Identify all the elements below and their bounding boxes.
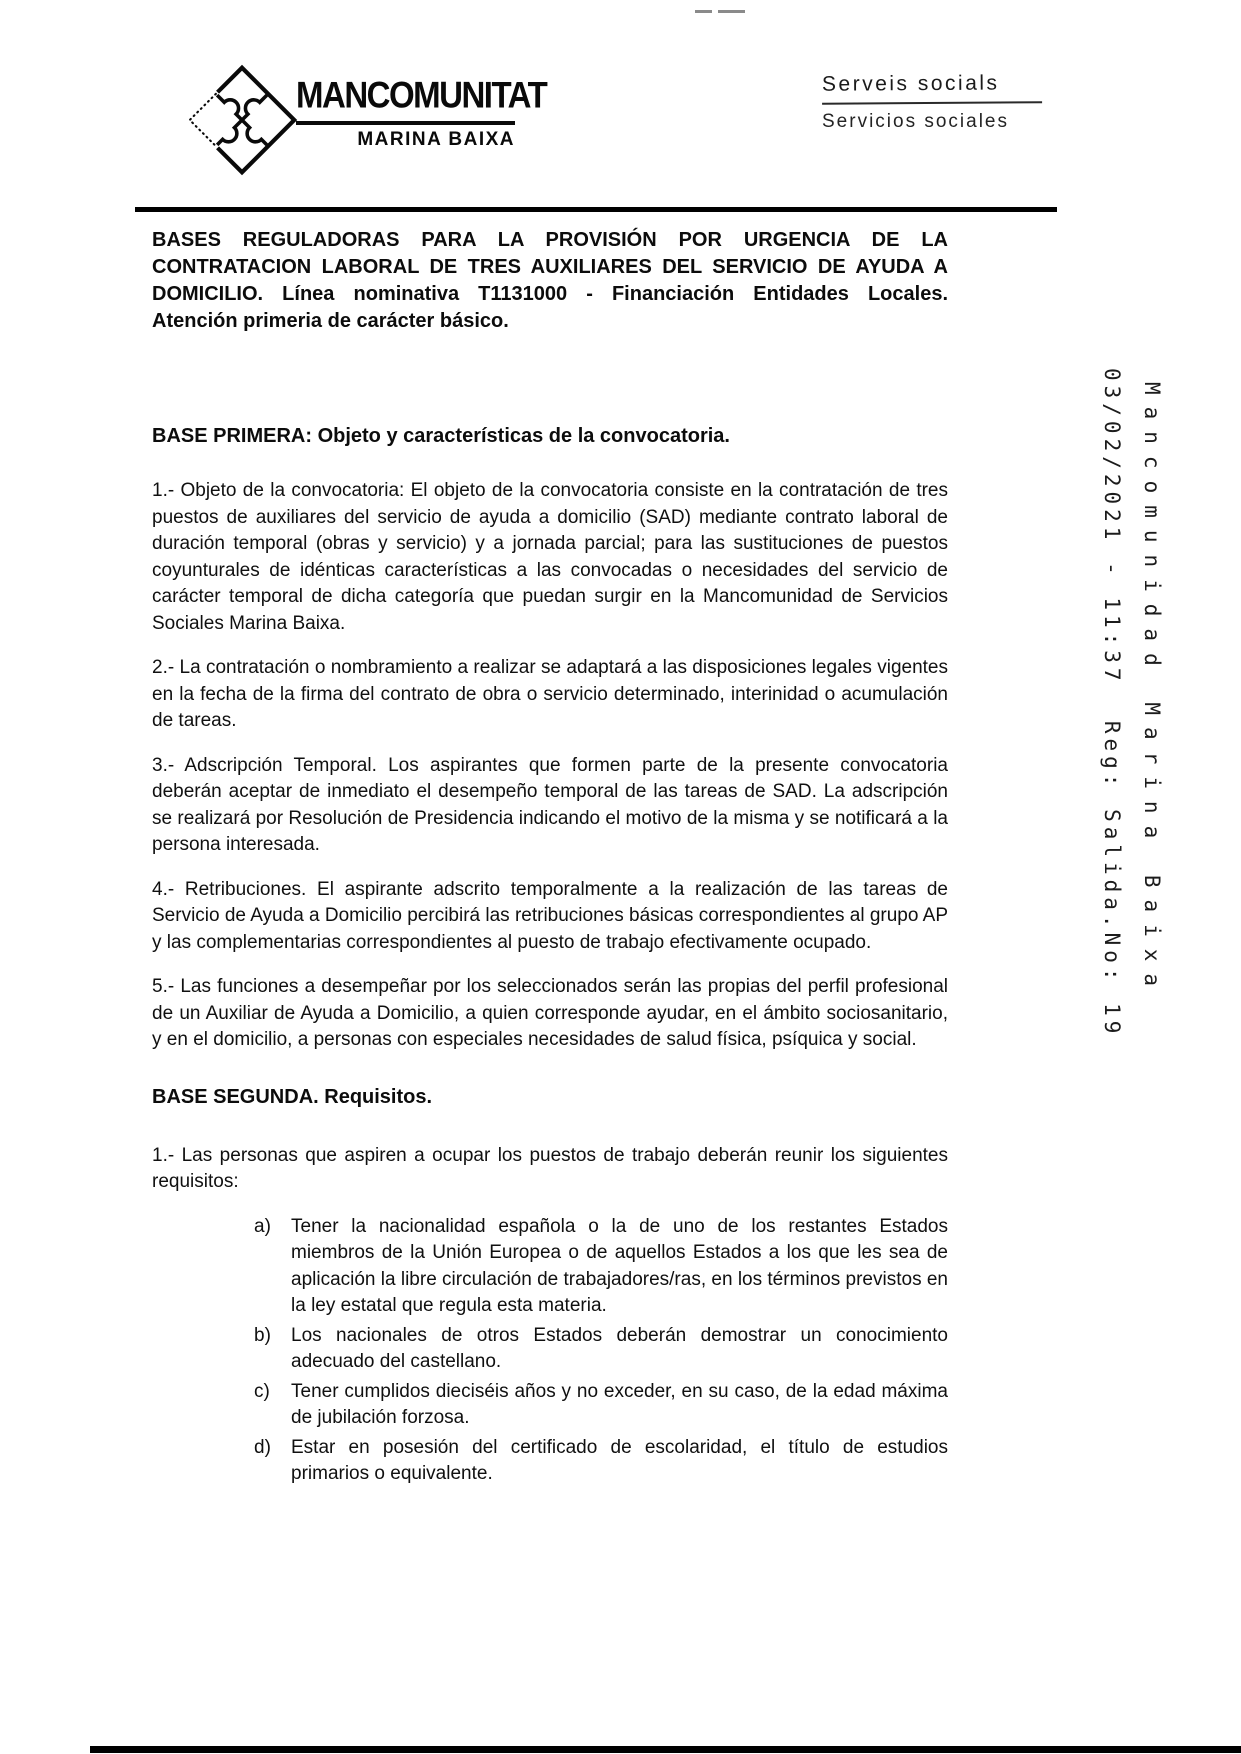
- registry-stamp: [1092, 368, 1172, 1058]
- stamp-organization: Mancomunidad Marina Baixa: [1140, 382, 1164, 999]
- doc-title-line: CONTRATACION LABORAL DE TRES AUXILIARES DEL SERVICIO DE AYUDA A: [152, 256, 948, 278]
- document-content: [152, 227, 948, 1491]
- list-item-text: Tener la nacionalidad española o la de uno de los restantes Estados miembros de la Unión Europea o de aquellos Estados a los que les sea de aplicación la libre circulación de trabajadores/ras, en los términos previstos en la ley estatal que regula esta materia.: [291, 1215, 948, 1316]
- paragraph-contratacion: 2.- La contratación o nombramiento a realizar se adaptará a las disposiciones legales vigentes en la fecha de la firma del contrato de obra o servicio determinado, interinidad o acumulación de tareas.: [152, 657, 948, 731]
- section-heading-base-segunda: BASE SEGUNDA. Requisitos.: [152, 1085, 433, 1108]
- paragraph-requisitos-intro: 1.- Las personas que aspiren a ocupar los puestos de trabajo deberán reunir los siguientes requisitos:: [152, 1144, 948, 1192]
- list-item: [254, 1323, 948, 1376]
- doc-title-line: Atención primeria de carácter básico.: [152, 310, 509, 332]
- list-item: [254, 1214, 948, 1320]
- puzzle-logo-icon: [180, 54, 304, 186]
- doc-title-line: DOMICILIO. Línea nominativa T1131000 - Financiación Entidades Locales.: [152, 283, 948, 305]
- paragraph-adscripcion: 3.- Adscripción Temporal. Los aspirantes que formen parte de la presente convocatoria deberán aceptar de inmediato el desempeño temporal de las tareas de SAD. La adscripción se realizará por Resolución de Presidencia indicando el motivo de la misma y se notificará a la persona interesada.: [152, 754, 948, 855]
- scan-artifact-marks: [695, 0, 765, 4]
- doc-title-line: BASES REGULADORAS PARA LA PROVISIÓN POR URGENCIA DE LA: [152, 229, 948, 251]
- brand-name: MANCOMUNITAT: [296, 74, 547, 116]
- list-item-text: Los nacionales de otros Estados deberán demostrar un conocimiento adecuado del castellano.: [291, 1324, 948, 1372]
- department-block: [822, 72, 1042, 133]
- list-item: [254, 1435, 948, 1488]
- scan-artifact-bottom-bar: [90, 1746, 1241, 1753]
- paragraph-objeto: 1.- Objeto de la convocatoria: El objeto de la convocatoria consiste en la contratación de tres puestos de auxiliares del servicio de ayuda a domicilio (SAD) mediante contrato laboral de duración temporal (obras y servicio) y a jornada parcial; para las sustituciones de puestos coyunturales de idénticas características a las convocadas o necesidades del servicio de carácter temporal de dicha categoría que puedan surgir en la Mancomunidad de Servicios Sociales Marina Baixa.: [152, 480, 948, 634]
- list-item: [254, 1379, 948, 1432]
- section-heading-base-primera: BASE PRIMERA: Objeto y características de la convocatoria.: [152, 425, 730, 447]
- paragraph-funciones: 5.- Las funciones a desempeñar por los seleccionados serán las propias del perfil profesional de un Auxiliar de Ayuda a Domicilio, a quien corresponde ayudar, en el ámbito sociosanitario, y en el domicilio, a personas con especiales necesidades de salud física, psíquica y social.: [152, 976, 948, 1050]
- brand-subname: MARINA BAIXA: [357, 129, 515, 150]
- list-marker: d): [254, 1436, 271, 1458]
- list-marker: a): [254, 1215, 271, 1237]
- department-spanish: Servicios sociales: [822, 111, 1009, 132]
- brand-underline: [296, 121, 515, 125]
- list-marker: b): [254, 1324, 271, 1346]
- department-valencian: Serveis socials: [822, 71, 1042, 105]
- list-item-text: Estar en posesión del certificado de escolaridad, el título de estudios primarios o equivalente.: [291, 1436, 948, 1484]
- stamp-registration: 03/02/2021 - 11:37 Reg: Salida.No: 19: [1100, 368, 1124, 1039]
- list-marker: c): [254, 1380, 270, 1402]
- list-item-text: Tener cumplidos dieciséis años y no exceder, en su caso, de la edad máxima de jubilación forzosa.: [291, 1380, 948, 1428]
- paragraph-retribuciones: 4.- Retribuciones. El aspirante adscrito temporalmente a la realización de las tareas de Servicio de Ayuda a Domicilio percibirá las retribuciones básicas correspondientes al grupo AP y las complementarias correspondientes al puesto de trabajo efectivamente ocupado.: [152, 878, 948, 953]
- header-rule: [135, 207, 1057, 212]
- requirements-list: [152, 1214, 948, 1488]
- brand-block: [296, 74, 547, 151]
